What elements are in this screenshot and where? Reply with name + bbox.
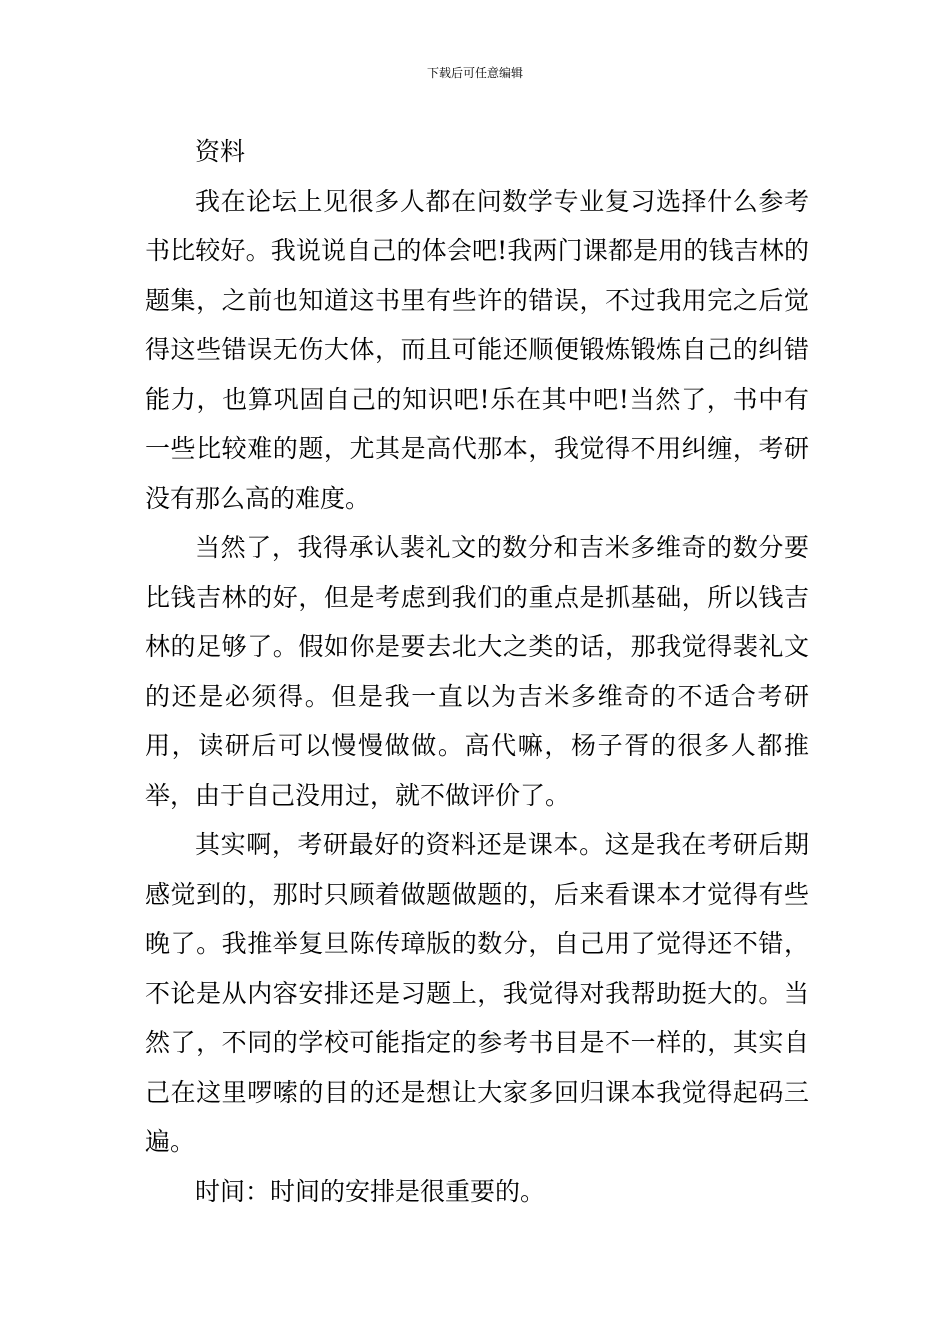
paragraph-reference-books: 我在论坛上见很多人都在问数学专业复习选择什么参考书比较好。我说说自己的体会吧!我两门课都是用的钱吉林的题集，之前也知道这书里有些许的错误，不过我用完之后觉得这些错误无伤大体，而且可能还顺便锻炼锻炼自己的纠错能力，也算巩固自己的知识吧!乐在其中吧!当然了，书中有一些比较难的题，尤其是高代那本，我觉得不用纠缠，考研没有那么高的难度。	[145, 186, 809, 513]
paragraph-comparison: 当然了，我得承认裴礼文的数分和吉米多维奇的数分要比钱吉林的好，但是考虑到我们的重点是抓基础，所以钱吉林的足够了。假如你是要去北大之类的话，那我觉得裴礼文的还是必须得。但是我一直以为吉米多维奇的不适合考研用，读研后可以慢慢做做。高代嘛，杨子胥的很多人都推举，由于自己没用过，就不做评价了。	[145, 533, 809, 810]
paragraph-textbooks: 其实啊，考研最好的资料还是课本。这是我在考研后期感觉到的，那时只顾着做题做题的，后来看课本才觉得有些晚了。我推举复旦陈传璋版的数分，自己用了觉得还不错，不论是从内容安排还是习题上，我觉得对我帮助挺大的。当然了，不同的学校可能指定的参考书目是不一样的，其实自己在这里啰嗦的目的还是想让大家多回归课本我觉得起码三遍。	[145, 830, 809, 1156]
section-heading-materials: 资料	[195, 137, 246, 166]
page-header: 下载后可任意编辑	[426, 66, 523, 80]
document-body	[145, 127, 809, 1216]
paragraph-time: 时间：时间的安排是很重要的。	[195, 1176, 546, 1206]
